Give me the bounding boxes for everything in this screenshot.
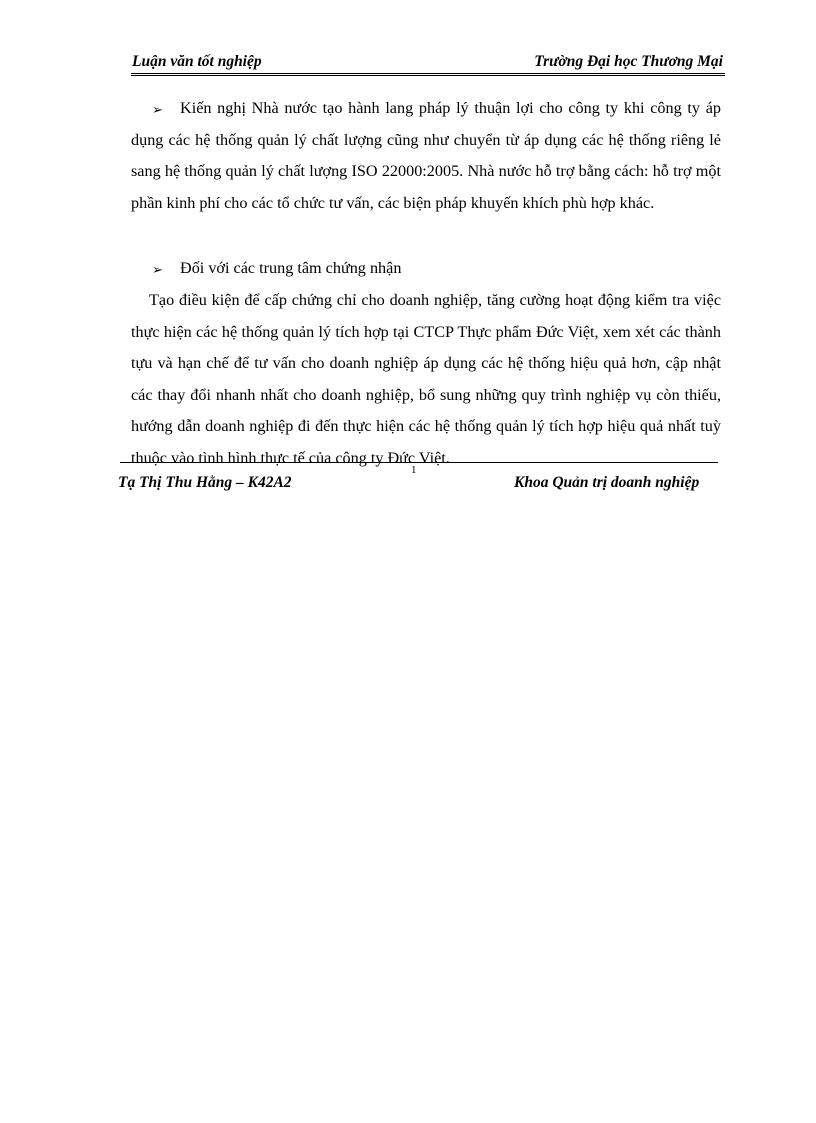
footer-faculty: Khoa Quản trị doanh nghiệp (514, 474, 700, 491)
arrow-bullet-icon: ➢ (152, 262, 163, 277)
header-thesis-title: Luận văn tốt nghiệp (132, 53, 262, 70)
header-university-name: Trường Đại học Thương Mại (534, 53, 723, 70)
section-heading-certification-centers: Đối với các trung tâm chứng nhận (180, 259, 402, 277)
page-number: 1 (411, 464, 417, 476)
recommendation-paragraph-certification: Tạo điều kiện để cấp chứng chỉ cho doanh nghiệp, tăng cường hoạt động kiểm tra việc thực hiện các hệ thống quản lý tích hợp tại CTCP Thực phẩm Đức Việt, xem xét các thành tựu và hạn chế để tư vấn cho doanh nghiệp áp dụng các hệ thống hiệu quả hơn, cập nhật các thay đổi nhanh nhất cho doanh nghiệp, bổ sung những quy trình nghiệp vụ còn thiếu, hướng dẫn doanh nghiệp đi đến thực hiện các hệ thống quản lý tích hợp hiệu quả nhất tuỳ thuộc vào tình hình thực tế của công ty Đức Việt. (131, 291, 721, 467)
footer-author: Tạ Thị Thu Hằng – K42A2 (118, 474, 292, 491)
recommendation-paragraph-state: Kiến nghị Nhà nước tạo hành lang pháp lý thuận lợi cho công ty khi công ty áp dụng các hệ thống quản lý chất lượng cũng như chuyển từ áp dụng các hệ thống riêng lẻ sang hệ thống quản lý chất lượng ISO 22000:2005. Nhà nước hỗ trợ bằng cách: hỗ trợ một phần kinh phí cho các tổ chức tư vấn, các biện pháp khuyến khích phù hợp khác. (131, 99, 721, 212)
page-header (131, 52, 725, 76)
arrow-bullet-icon: ➢ (152, 102, 163, 117)
footer-rule (120, 462, 718, 463)
